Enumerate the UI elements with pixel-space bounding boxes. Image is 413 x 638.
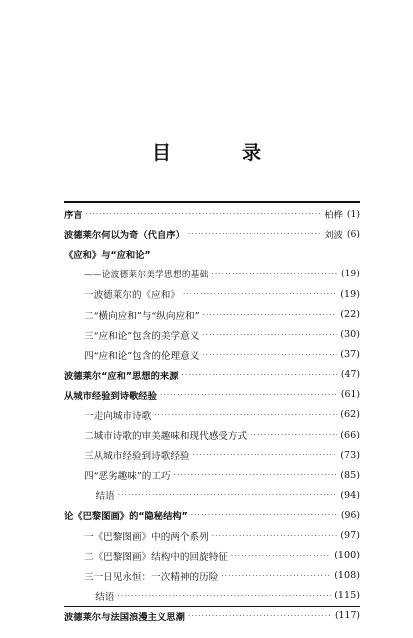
toc-entry-page: (66) (340, 429, 360, 441)
toc-entry (64, 204, 360, 224)
toc-entry (64, 385, 360, 405)
toc-entry-page: (6) (346, 228, 360, 240)
toc-entry-page: (96) (340, 509, 360, 521)
toc-entry-page: (94) (340, 489, 360, 501)
toc-entry-page: (22) (340, 309, 360, 321)
toc-entry-author: 柏桦 (324, 210, 343, 222)
toc-entry (64, 264, 360, 284)
toc-entry (64, 526, 360, 546)
bottom-rule (64, 606, 360, 607)
dot-leader (154, 411, 337, 419)
dot-leader (174, 471, 338, 479)
toc-entry-page: (115) (334, 590, 360, 602)
dot-leader (193, 451, 338, 459)
toc-entry-label: “横向应和”与“纵向应和” (93, 310, 200, 322)
dot-leader (221, 572, 331, 580)
toc-entry-number: 二 (84, 310, 94, 322)
dot-leader (188, 612, 332, 620)
toc-entry-page: (100) (334, 550, 360, 562)
toc-entry (64, 304, 360, 324)
toc-entry-label: 结语 (95, 491, 115, 503)
toc-entry-number: 二 (84, 431, 94, 443)
toc-entry-number: 一 (84, 410, 94, 422)
toc-entry-page: (1) (346, 208, 360, 220)
toc-entry-label: 城市诗歌的审美趣味和现代感受方式 (93, 431, 248, 443)
dot-leader (183, 290, 337, 298)
dot-leader (191, 511, 338, 519)
dot-leader (203, 311, 338, 319)
dot-leader (202, 331, 337, 339)
toc-entry-label: 一日见永恒：一次精神的历险 (93, 571, 219, 583)
toc-entry (64, 546, 360, 566)
toc-entry-page: (19) (340, 288, 360, 300)
toc-entry-number: 三 (84, 330, 94, 342)
dot-leader (202, 351, 337, 359)
toc-entry (64, 606, 360, 626)
dot-leader (117, 592, 331, 600)
toc-entry-label: 从城市经验到诗歌经验 (64, 390, 157, 402)
toc-entry (64, 566, 360, 586)
top-rule (64, 201, 360, 203)
toc-entry (64, 586, 360, 606)
toc-entry (64, 224, 360, 244)
toc-entry-label: 《巴黎图画》结构中的回旋特征 (93, 551, 228, 563)
toc-entry-label: 《应和》与“应和论” (64, 250, 151, 262)
dot-leader (182, 371, 338, 379)
toc-entry-label: 从城市经验到诗歌经验 (93, 451, 190, 463)
dot-leader (86, 210, 322, 218)
toc-entry-page: (37) (340, 349, 360, 361)
toc-entry-number: 四 (84, 471, 94, 483)
toc-entry-label: “恶劣趣味”的工巧 (93, 471, 171, 483)
dot-leader (212, 532, 338, 540)
toc-entry (64, 505, 360, 525)
toc-entry-label: 走向城市诗歌 (93, 410, 152, 422)
toc-entry (64, 485, 360, 505)
dot-leader (212, 270, 339, 278)
toc-entry-number: 二 (84, 551, 94, 563)
toc-entry-page: (108) (334, 570, 360, 582)
dot-leader (231, 552, 331, 560)
toc-entry (64, 365, 360, 385)
toc-entry-label: “应和论”包含的美学意义 (93, 330, 200, 342)
toc-entry-page: (85) (340, 469, 360, 481)
toc-entry-page: (97) (340, 530, 360, 542)
toc-entry-label: 波德莱尔“应和”思想的来源 (64, 370, 179, 382)
toc-entry (64, 445, 360, 465)
toc-entry-number: 一 (84, 290, 94, 302)
toc-entry-label: ——论波德莱尔美学思想的基础 (84, 270, 209, 281)
dot-leader (118, 491, 338, 499)
toc-entry-label: 波德莱尔何以为奇（代自序） (64, 230, 185, 242)
toc-entry (64, 345, 360, 365)
toc-entry-page: (73) (340, 449, 360, 461)
toc-entry-label: “应和论”包含的伦理意义 (93, 350, 200, 362)
toc-entry (64, 465, 360, 485)
toc-entry-label: 论《巴黎图画》的“隐秘结构” (64, 511, 188, 523)
toc-entry-number: 三 (84, 451, 94, 463)
toc-entry (64, 284, 360, 304)
toc-entry-page: (47) (340, 369, 360, 381)
toc-entry-number: 三 (84, 571, 94, 583)
toc-entry-page: (61) (340, 389, 360, 401)
page-title: 目 录 (151, 142, 287, 164)
toc-entry (64, 244, 360, 264)
toc-entry-page: (62) (340, 409, 360, 421)
table-of-contents (64, 204, 360, 626)
toc-entry-number: 一 (84, 531, 94, 543)
toc-entry-label: 波德莱尔的《应和》 (93, 290, 180, 302)
toc-entry-page: (30) (340, 329, 360, 341)
toc-entry (64, 325, 360, 345)
dot-leader (160, 391, 338, 399)
toc-entry-page: (19) (341, 269, 360, 280)
toc-entry-page: (117) (335, 610, 360, 622)
toc-entry (64, 405, 360, 425)
dot-leader (250, 431, 337, 439)
toc-entry-author: 刘波 (324, 230, 343, 242)
toc-entry-label: 《巴黎图画》中的两个系列 (93, 531, 209, 543)
dot-leader (188, 230, 321, 238)
toc-entry-number: 四 (84, 350, 94, 362)
toc-entry-label: 波德莱尔与法国浪漫主义思潮 (64, 611, 185, 623)
toc-entry (64, 425, 360, 445)
toc-entry-label: 结语 (95, 591, 115, 603)
toc-entry-label: 序言 (64, 210, 83, 222)
